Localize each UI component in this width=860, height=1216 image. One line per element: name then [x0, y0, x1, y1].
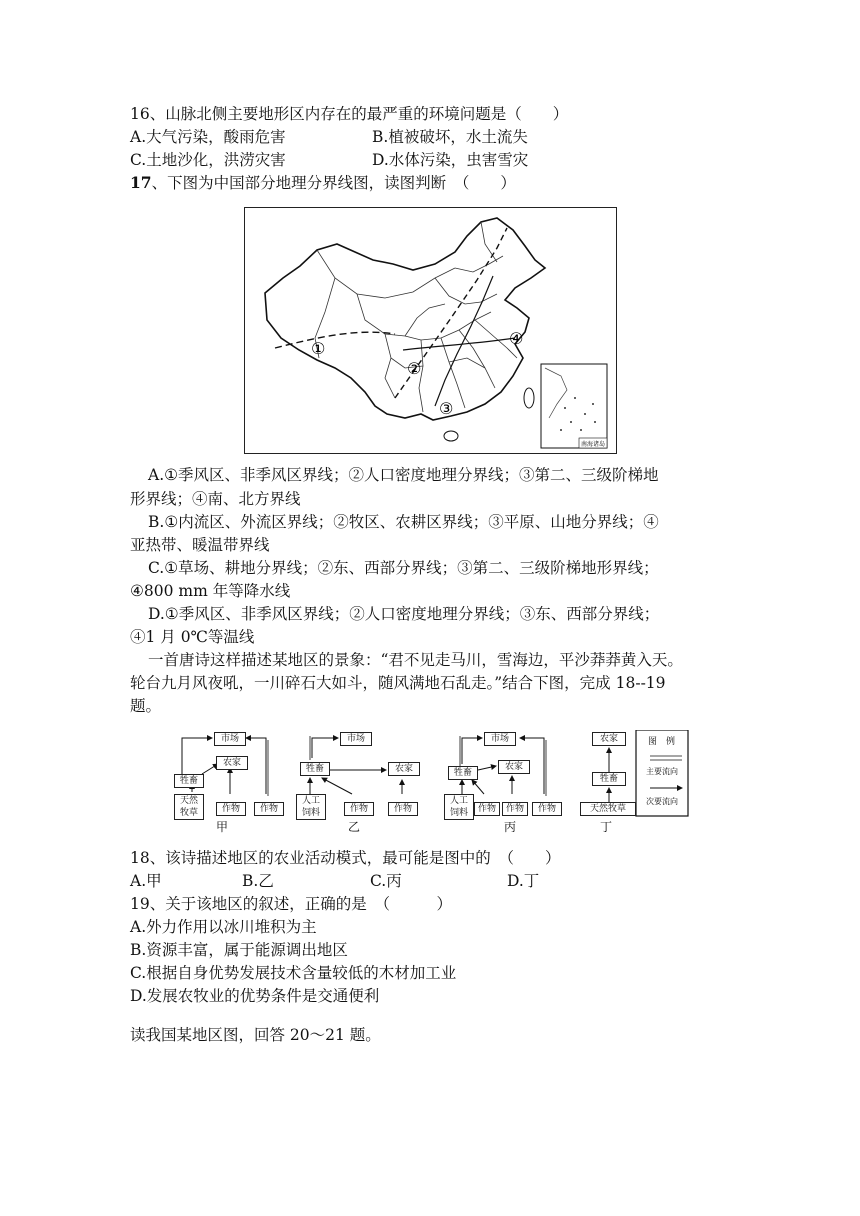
bing-feed-box	[444, 794, 474, 820]
bing-farm-box: 农家	[498, 760, 530, 774]
province-boundaries	[315, 222, 517, 412]
yi-crop-box-1: 作物	[344, 802, 374, 816]
yi-feed-box	[296, 794, 326, 820]
china-boundary-map	[244, 207, 617, 454]
q16-option-d: D.水体污染，虫害雪灾	[372, 151, 529, 169]
yi-livestock-box: 牲畜	[300, 762, 330, 776]
jia-pasture-line1: 天然	[179, 796, 198, 806]
bing-market-box: 市场	[484, 732, 516, 746]
yi-feed-line2: 饲料	[301, 808, 320, 818]
q17-option-b-line1: B.①内流区、外流区界线；②牧区、农耕区界线；③平原、山地分界线；④	[148, 513, 659, 531]
caption-yi: 乙	[348, 820, 361, 834]
china-map-drawing	[245, 208, 616, 453]
jia-crop-box-1: 作物	[216, 802, 246, 816]
q20-intro: 读我国某地区图，回答 20～21 题。	[130, 1026, 381, 1044]
q17-option-a-line2: 形界线；④南、北方界线	[130, 490, 301, 508]
ding-pasture-box: 天然牧草	[580, 802, 636, 816]
jia-pasture-box	[174, 794, 204, 820]
q17-stem-line	[130, 172, 516, 194]
q17-option-c-line1: C.①草场、耕地分界线；②东、西部分界线；③第二、三级阶梯地形界线；	[148, 559, 659, 577]
poem-line-1: 一首唐诗这样描述某地区的景象：“君不见走马川，雪海边，平沙莽莽黄入天。	[148, 651, 683, 669]
legend-minor-flow: 次要流向	[646, 797, 678, 806]
caption-ding: 丁	[600, 820, 613, 834]
map-label-3: ③	[439, 399, 454, 418]
q17-option-c-line2: ④800 mm 年等降水线	[130, 582, 291, 600]
bing-livestock-box: 牲畜	[448, 766, 478, 780]
legend-main-flow: 主要流向	[646, 767, 678, 776]
ding-farm-box: 农家	[592, 732, 626, 746]
q18-option-b: B.乙	[242, 872, 274, 890]
q19-option-c: C.根据自身优势发展技术含量较低的木材加工业	[130, 964, 457, 982]
q16-option-b: B.植被破坏，水土流失	[372, 128, 528, 146]
bing-crop-box-1: 作物	[474, 802, 500, 816]
bing-feed-line2: 饲料	[449, 808, 468, 818]
ding-livestock-box: 牲畜	[592, 772, 626, 786]
q19-option-d: D.发展农牧业的优势条件是交通便利	[130, 987, 380, 1005]
map-label-4: ④	[509, 329, 524, 348]
q17-option-b-line2: 亚热带、暖温带界线	[130, 536, 270, 554]
country-outline	[265, 218, 545, 420]
legend-title: 图 例	[648, 737, 676, 747]
hainan-shape	[444, 431, 458, 441]
q19-option-a: A.外力作用以冰川堆积为主	[130, 918, 317, 936]
bing-feed-line1: 人工	[449, 796, 468, 806]
jia-livestock-box: 牲畜	[174, 774, 204, 788]
q17-number: 17	[130, 173, 152, 192]
inset-caption: 南海诸岛	[581, 441, 606, 448]
caption-jia: 甲	[216, 820, 229, 834]
q16-stem: 16、山脉北侧主要地形区内存在的最严重的环境问题是（ ）	[130, 105, 569, 123]
jia-pasture-line2: 牧草	[179, 808, 198, 818]
q17-option-a-line1: A.①季风区、非季风区界线；②人口密度地理分界线；③第二、三级阶梯地	[148, 466, 659, 484]
q18-stem: 18、该诗描述地区的农业活动模式，最可能是图中的 （ ）	[130, 849, 561, 867]
agriculture-flow-diagrams	[172, 730, 692, 834]
q18-option-d: D.丁	[507, 872, 540, 890]
q16-option-a: A.大气污染，酸雨危害	[130, 128, 286, 146]
q17-option-d-line1: D.①季风区、非季风区界线；②人口密度地理分界线；③东、西部分界线；	[148, 605, 660, 623]
q19-option-b: B.资源丰富，属于能源调出地区	[130, 941, 348, 959]
q19-stem: 19、关于该地区的叙述，正确的是 （ ）	[130, 895, 452, 913]
q17-stem: 、下图为中国部分地理分界线图，读图判断 （ ）	[151, 174, 516, 192]
poem-line-2: 轮台九月风夜吼，一川碎石大如斗，随风满地石乱走。”结合下图，完成 18--19	[130, 674, 666, 692]
jia-crop-box-2: 作物	[254, 802, 284, 816]
boundary-line-3	[435, 276, 493, 406]
yi-market-box: 市场	[340, 732, 372, 746]
q18-option-c: C.丙	[370, 872, 402, 890]
map-label-2: ②	[407, 359, 422, 378]
bing-crop-box-3: 作物	[532, 802, 562, 816]
q18-option-a: A.甲	[130, 872, 162, 890]
q17-option-d-line2: ④1 月 0℃等温线	[130, 628, 255, 646]
yi-crop-box-2: 作物	[388, 802, 418, 816]
taiwan-shape	[524, 388, 534, 408]
jia-market-box: 市场	[214, 732, 246, 746]
map-label-1: ①	[311, 339, 326, 358]
bing-crop-box-2: 作物	[502, 802, 528, 816]
q16-option-c: C.土地沙化，洪涝灾害	[130, 151, 286, 169]
yi-farm-box: 农家	[388, 762, 420, 776]
caption-bing: 丙	[504, 820, 517, 834]
poem-line-3: 题。	[130, 697, 162, 715]
jia-farm-box: 农家	[216, 756, 248, 770]
south-china-sea-inset	[541, 364, 607, 448]
yi-feed-line1: 人工	[301, 796, 320, 806]
